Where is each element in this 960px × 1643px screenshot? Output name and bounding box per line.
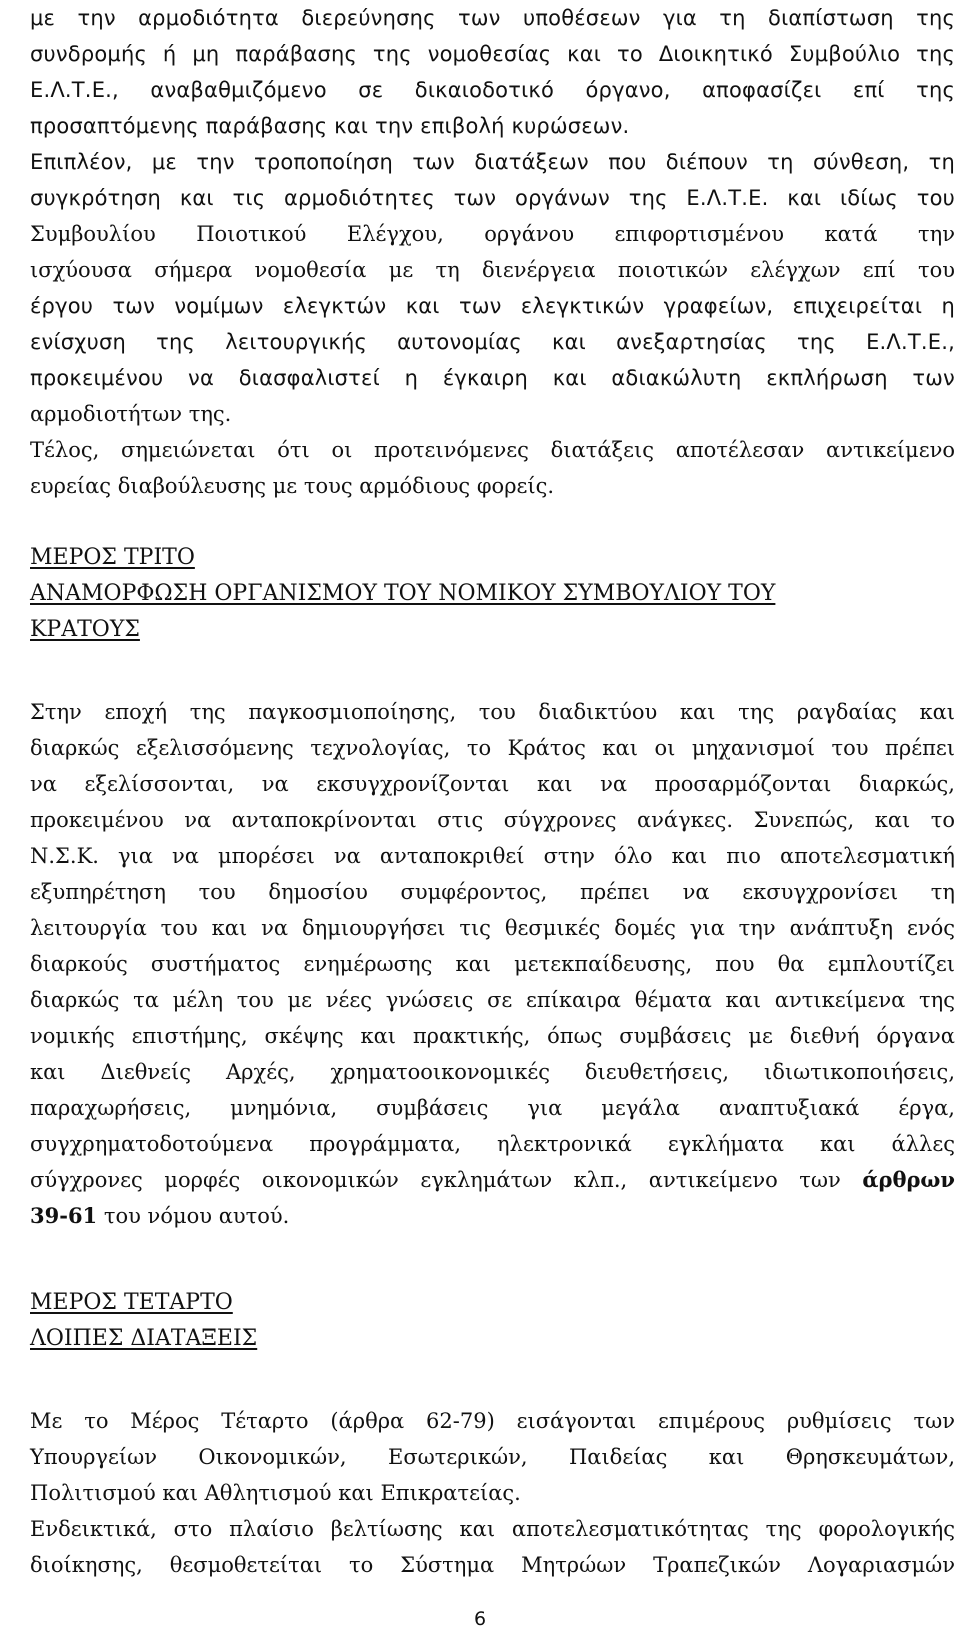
part4-line: Υπουργείων Οικονομικών, Εσωτερικών, Παιδείας και Θρησκευμάτων, [30,1445,955,1469]
part4-line: Ενδεικτικά, στο πλαίσιο βελτίωσης και αποτελεσματικότητας της φορολογικής [30,1517,955,1541]
intro-line: Επιπλέον, με την τροποποίηση των διατάξεων που διέπουν τη σύνθεση, τη [30,150,955,174]
part3-line: νομικής επιστήμης, σκέψης και πρακτικής, όπως συμβάσεις με διεθνή όργανα [30,1024,955,1048]
part3-line: διαρκώς τα μέλη του με νέες γνώσεις σε επίκαιρα θέματα και αντικείμενα της [30,988,955,1012]
part3-line: λειτουργία του και να δημιουργήσει τις θεσμικές δομές για την ανάπτυξη ενός [30,916,955,940]
part3-line14-text: σύγχρονες μορφές οικονομικών εγκλημάτων κλπ., αντικείμενο των [30,1168,863,1192]
part3-title-line1: ΑΝΑΜΟΡΦΩΣΗ ΟΡΓΑΝΙΣΜΟΥ ΤΟΥ ΝΟΜΙΚΟΥ ΣΥΜΒΟΥΛΙΟΥ ΤΟΥ [30,581,776,606]
intro-line: Ε.Λ.Τ.Ε., αναβαθμιζόμενο σε δικαιοδοτικό όργανο, αποφασίζει επί της [30,78,955,102]
intro-line: συγκρότηση και τις αρμοδιότητες των οργάνων της Ε.Λ.Τ.Ε. και ιδίως του [30,186,955,210]
part3-line: εξυπηρέτηση του δημοσίου συμφέροντος, πρέπει να εκσυγχρονίσει τη [30,880,955,904]
part3-heading: ΜΕΡΟΣ ΤΡΙΤΟ [30,545,195,570]
intro-line: ισχύουσα σήμερα νομοθεσία με τη διενέργεια ποιοτικών ελέγχων επί του [30,258,955,282]
part3-line: Ν.Σ.Κ. για να μπορέσει να ανταποκριθεί στην όλο και πιο αποτελεσματική [30,844,955,868]
intro-line: ευρείας διαβούλευσης με τους αρμόδιους φορείς. [30,474,555,498]
intro-line: προσαπτόμενης παράβασης και την επιβολή κυρώσεων. [30,114,630,138]
intro-line: προκειμένου να διασφαλιστεί η έγκαιρη και αδιακώλυτη εκπλήρωση των [30,366,955,390]
intro-line: αρμοδιοτήτων της. [30,402,232,426]
part3-line: να εξελίσσονται, να εκσυγχρονίζονται και να προσαρμόζονται διαρκώς, [30,772,955,796]
part4-line: Με το Μέρος Τέταρτο (άρθρα 62-79) εισάγονται επιμέρους ρυθμίσεις των [30,1409,955,1433]
intro-line: Συμβουλίου Ποιοτικού Ελέγχου, οργάνου επιφορτισμένου κατά την [30,222,955,246]
articles-bold: άρθρων [862,1167,955,1192]
intro-line: συνδρομής ή μη παράβασης της νομοθεσίας και το Διοικητικό Συμβούλιο της [30,42,955,66]
intro-line: έργου των νομίμων ελεγκτών και των ελεγκτικών γραφείων, επιχειρείται η [30,294,955,318]
intro-line: ενίσχυση της λειτουργικής αυτονομίας και ανεξαρτησίας της Ε.Λ.Τ.Ε., [30,330,955,354]
part3-line: διαρκώς εξελισσόμενης τεχνολογίας, το Κράτος και οι μηχανισμοί του πρέπει [30,736,955,760]
part3-line: συγχρηματοδοτούμενα προγράμματα, ηλεκτρονικά εγκλήματα και άλλες [30,1132,955,1156]
part3-line: παραχωρήσεις, μνημόνια, συμβάσεις για μεγάλα αναπτυξιακά έργα, [30,1096,955,1120]
part3-line: και Διεθνείς Αρχές, χρηματοοικονομικές διευθετήσεις, ιδιωτικοποιήσεις, [30,1060,955,1084]
part4-line: διοίκησης, θεσμοθετείται το Σύστημα Μητρώων Τραπεζικών Λογαριασμών [30,1553,955,1577]
part3-line [30,1198,955,1234]
intro-line: Τέλος, σημειώνεται ότι οι προτεινόμενες διατάξεις αποτέλεσαν αντικείμενο [30,438,955,462]
part4-heading: ΜΕΡΟΣ ΤΕΤΑΡΤΟ [30,1290,233,1315]
part3-line15-text: του νόμου αυτού. [97,1204,290,1228]
part3-title-line2: ΚΡΑΤΟΥΣ [30,617,140,642]
intro-line: με την αρμοδιότητα διερεύνησης των υποθέσεων για τη διαπίστωση της [30,6,955,30]
articles-range-bold: 39-61 [30,1203,98,1228]
part3-line [30,1162,955,1198]
part3-line: Στην εποχή της παγκοσμιοποίησης, του διαδικτύου και της ραγδαίας και [30,700,955,724]
page-number: 6 [473,1608,487,1630]
part3-line: προκειμένου να ανταποκρίνονται στις σύγχρονες ανάγκες. Συνεπώς, και το [30,808,955,832]
part3-line: διαρκούς συστήματος ενημέρωσης και μετεκπαίδευσης, που θα εμπλουτίζει [30,952,955,976]
part4-line: Πολιτισμού και Αθλητισμού και Επικρατείας. [30,1481,521,1505]
part4-title: ΛΟΙΠΕΣ ΔΙΑΤΑΞΕΙΣ [30,1326,258,1351]
